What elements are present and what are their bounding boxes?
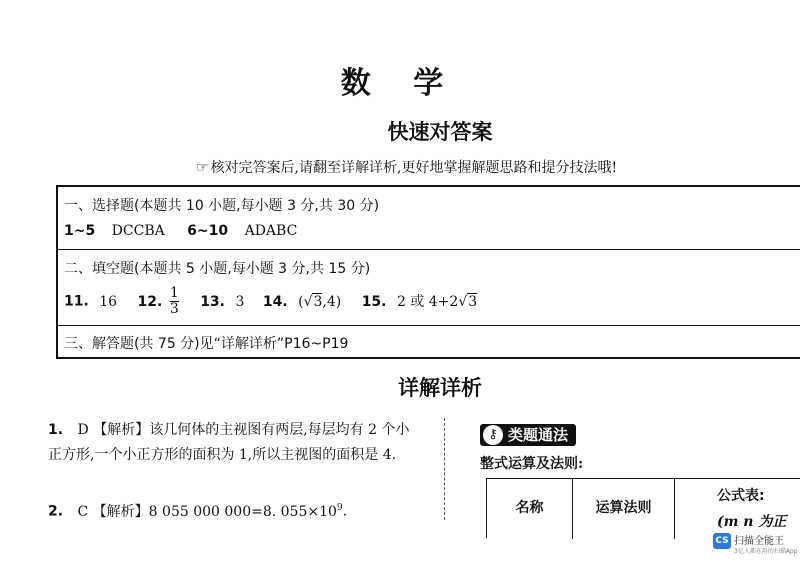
item-1-number: 1. [48,422,64,438]
item-2-text: C 【解析】8 055 000 000=8. 055×10 [77,503,337,520]
q12-numerator: 1 [169,285,179,301]
method-badge-label: 类题通法 [508,426,569,444]
fill-heading: 二、填空题(本题共 5 小题,每小题 3 分,共 15 分) [64,261,371,277]
table-header-rule: 运算法则 [573,479,675,539]
choice-answers-1: DCCBA [111,223,165,239]
q12-number: 12. [137,293,163,310]
q15-answer [397,294,477,310]
choice-answers-2: ADABC [244,223,298,239]
fill-section [58,250,800,326]
detail-item-2 [48,496,420,525]
choice-answers [64,223,297,239]
q13-number: 13. [200,293,225,310]
q11-answer: 16 [99,293,118,310]
details-heading: 详解详析 [398,375,482,400]
item-2-exponent: 9 [336,503,343,513]
rules-table [486,478,800,538]
answer-box [56,185,800,359]
key-icon: ⚷ [483,425,503,445]
fill-answers [64,286,477,317]
tip-text: 核对完答案后,请翻至详解详析,更好地掌握解题思路和提分技法哦! [210,160,618,176]
table-header-formula-label: 公式表: [717,488,765,504]
sqrt-icon: √ [303,293,313,310]
solve-heading: 三、解答题(共 75 分)见“详解详析”P16~P19 [64,336,349,352]
q12-fraction [170,286,179,317]
q11-number: 11. [64,293,89,310]
table-partial-text: (m n 为正 [717,514,787,530]
table-header-formula [675,479,800,539]
choice-heading: 一、选择题(本题共 10 小题,每小题 3 分,共 30 分) [64,198,380,214]
camscanner-slogan: 3亿人都在用的扫描App [734,548,798,555]
choice-range-2: 6~10 [187,223,229,239]
item-2-number: 2. [48,503,64,520]
q15-number: 15. [361,293,387,310]
choice-section [58,187,800,250]
q14-answer [298,294,341,310]
item-1-text: D 【解析】该几何体的主视图有两层,每层均有 2 个小正方形,一个小正方形的面积为 1,所以主视图的面积是 4. [48,422,410,463]
page-subtitle: 快速对答案 [387,119,493,144]
q15-radicand: 3 [468,293,478,310]
choice-range-1: 1~5 [64,223,96,239]
tip-line [196,157,617,177]
detail-item-1 [48,418,420,468]
q14-radicand: 3 [313,293,323,310]
q12-denominator: 3 [169,301,179,317]
q13-answer: 3 [235,293,245,310]
q15-answer-text: 2 或 4+2 [396,293,459,310]
method-badge [480,424,576,446]
camscanner-logo: CS [713,533,731,549]
q14-open: ( [298,293,304,310]
solve-section [58,326,800,359]
camscanner-name: 扫描全能王 [734,536,784,547]
q14-number: 14. [262,293,288,310]
pointing-hand-icon: ☞ [196,160,209,176]
rules-title: 整式运算及法则: [480,456,584,472]
table-header-name: 名称 [487,479,573,539]
q14-rest: ,4) [322,293,342,310]
column-divider [444,418,445,520]
item-2-end: . [342,503,348,520]
sqrt-icon: √ [458,293,468,310]
page-title: 数 学 [340,66,460,101]
